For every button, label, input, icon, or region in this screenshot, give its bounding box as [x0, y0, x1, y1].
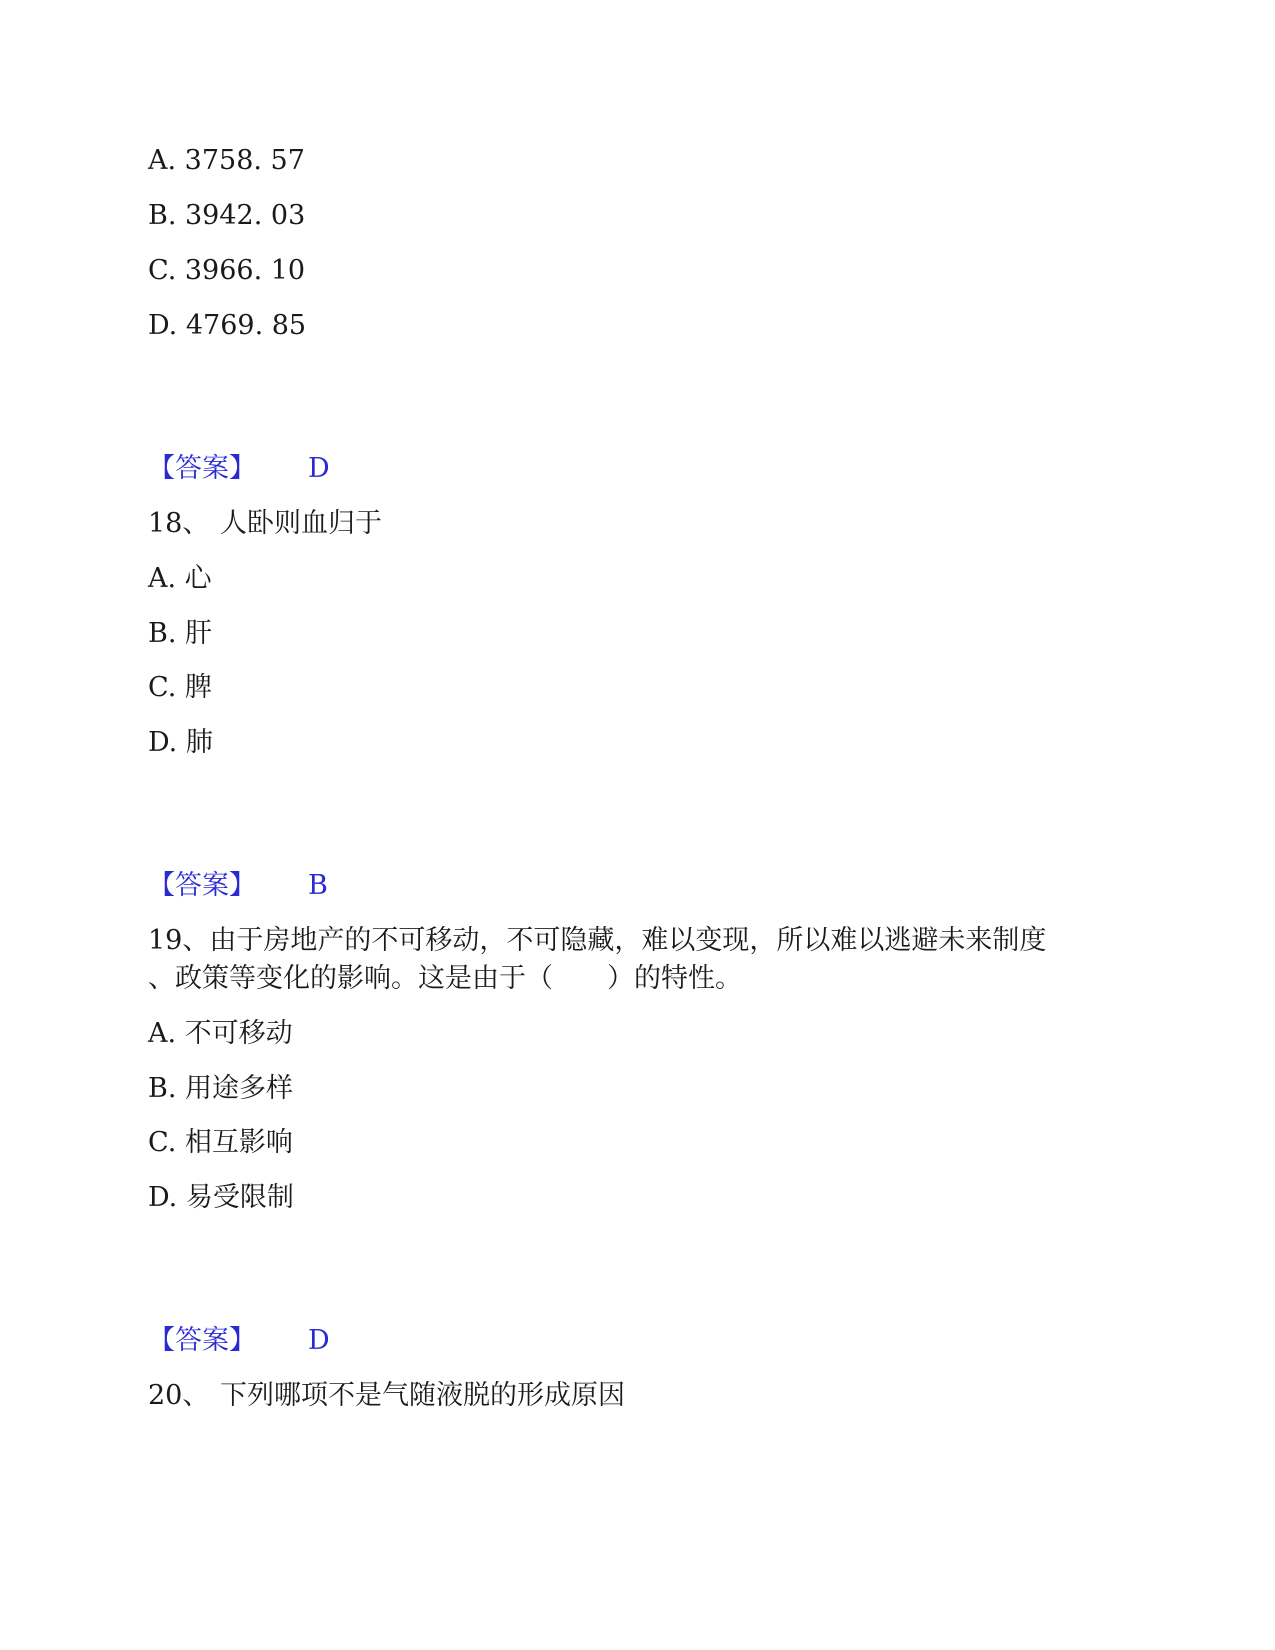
q17-option-c: C. 3966. 10: [148, 255, 306, 286]
q18-answer-label: 【答案】: [148, 870, 256, 901]
q18-option-d: D. 肺: [148, 727, 213, 758]
q19-answer-row: [148, 1323, 548, 1359]
q18-option-a: A. 心: [148, 563, 212, 594]
q18-answer-row: [148, 868, 548, 904]
q18-number: 18、: [148, 508, 210, 539]
q17-answer-value: D: [308, 453, 330, 484]
q17-option-a: A. 3758. 57: [148, 145, 305, 176]
q18-option-c: C. 脾: [148, 672, 212, 703]
q18-option-b: B. 肝: [148, 618, 213, 649]
q19-option-d: D. 易受限制: [148, 1182, 294, 1213]
q19-option-a: A. 不可移动: [148, 1018, 293, 1049]
q19-answer-label: 【答案】: [148, 1325, 256, 1356]
q17-answer-label: 【答案】: [148, 453, 256, 484]
q19-option-c: C. 相互影响: [148, 1127, 293, 1158]
q20-question: [148, 1378, 625, 1414]
q19-question-line1: 19、由于房地产的不可移动，不可隐藏，难以变现，所以难以逃避未来制度: [148, 925, 1047, 956]
q19-option-b: B. 用途多样: [148, 1073, 294, 1104]
q20-number: 20、: [148, 1380, 210, 1411]
q18-answer-value: B: [308, 870, 328, 901]
q18-text: 人卧则血归于: [220, 508, 382, 539]
q20-text: 下列哪项不是气随液脱的形成原因: [220, 1380, 625, 1411]
q18-question: [148, 506, 382, 542]
q19-answer-value: D: [308, 1325, 330, 1356]
q17-option-b: B. 3942. 03: [148, 200, 306, 231]
q19-question-line2: 、政策等变化的影响。这是由于（ ）的特性。: [148, 963, 742, 994]
q17-option-d: D. 4769. 85: [148, 310, 307, 341]
q17-answer-row: [148, 451, 548, 487]
